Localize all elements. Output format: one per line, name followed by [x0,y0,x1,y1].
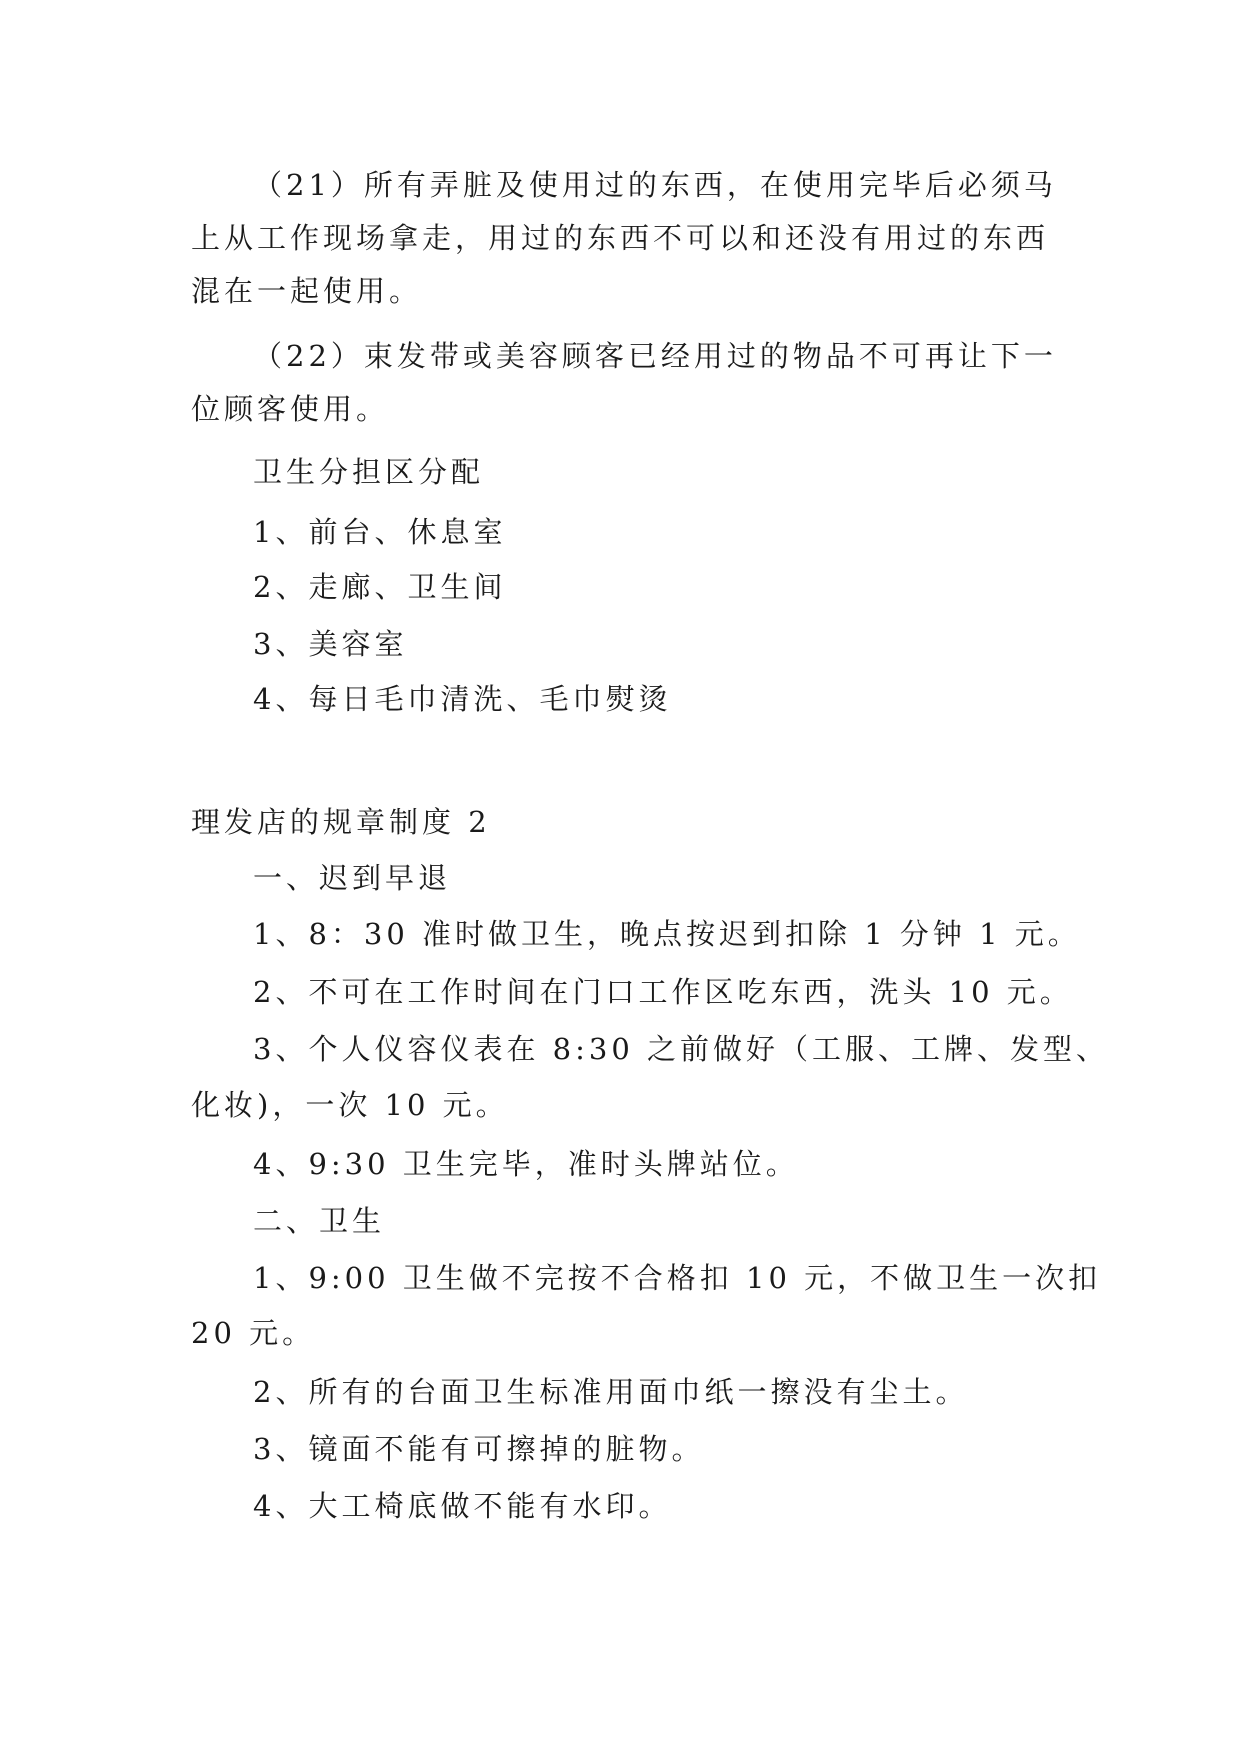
list-item: 4、大工椅底做不能有水印。 [253,1489,672,1523]
list-item: 2、所有的台面卫生标准用面巾纸一擦没有尘土。 [253,1375,969,1409]
section-heading-hygiene: 二、卫生 [253,1204,386,1238]
list-item: 1、8：30 准时做卫生，晚点按迟到扣除 1 分钟 1 元。 [253,917,1081,951]
list-item-continuation: 化妆)，一次 10 元。 [191,1088,509,1122]
section-heading-lateness: 一、迟到早退 [253,861,452,895]
list-item: 3、镜面不能有可擦掉的脏物。 [253,1432,705,1466]
section-heading-sanitation-areas: 卫生分担区分配 [253,455,485,489]
paragraph-22-line-2: 位顾客使用。 [191,392,390,426]
paragraph-22-line-1: （22）束发带或美容顾客已经用过的物品不可再让下一 [253,339,1057,373]
paragraph-21-line-2: 上从工作现场拿走，用过的东西不可以和还没有用过的东西 [191,221,1050,255]
list-item: 1、前台、休息室 [253,515,507,549]
list-item: 3、美容室 [253,627,408,661]
document-title-2: 理发店的规章制度 2 [191,805,491,839]
paragraph-21-line-3: 混在一起使用。 [191,274,423,308]
list-item: 2、走廊、卫生间 [253,570,507,604]
list-item: 1、9:00 卫生做不完按不合格扣 10 元，不做卫生一次扣 [253,1261,1102,1295]
list-item: 4、每日毛巾清洗、毛巾熨烫 [253,682,672,716]
paragraph-21-line-1: （21）所有弄脏及使用过的东西，在使用完毕后必须马 [253,168,1057,202]
list-item: 4、9:30 卫生完毕，准时头牌站位。 [253,1147,799,1181]
list-item: 3、个人仪容仪表在 8:30 之前做好（工服、工牌、发型、 [253,1032,1110,1066]
list-item-continuation: 20 元。 [191,1316,316,1350]
list-item: 2、不可在工作时间在门口工作区吃东西，洗头 10 元。 [253,975,1073,1009]
